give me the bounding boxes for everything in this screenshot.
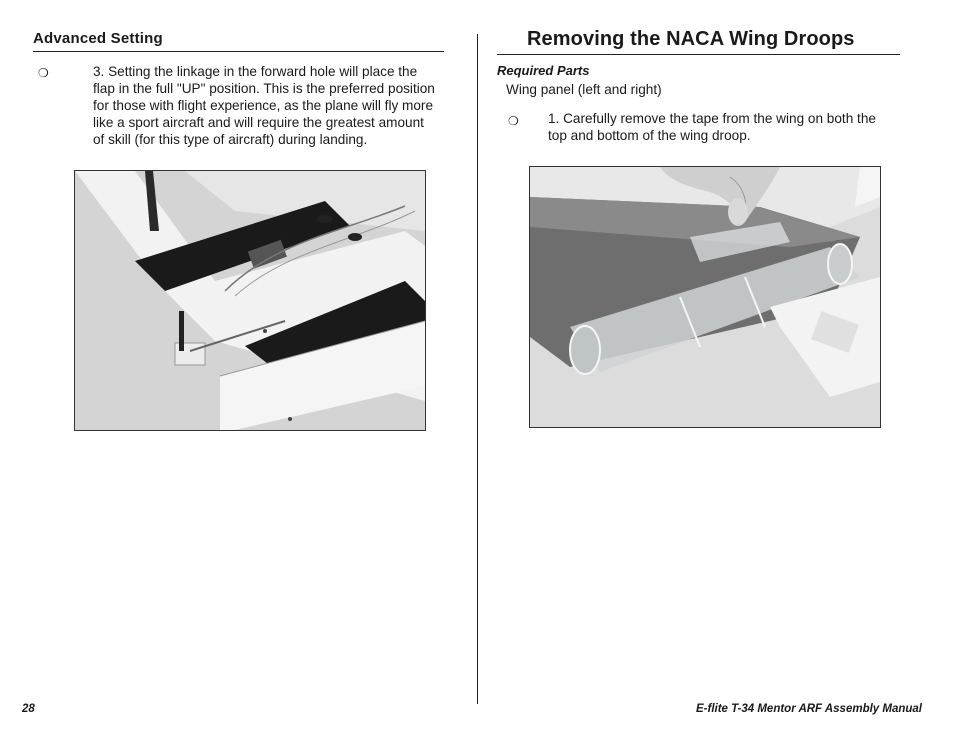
manual-title: E-flite T-34 Mentor ARF Assembly Manual <box>696 703 922 715</box>
step-line: like a sport aircraft and will require the greatest amount <box>93 115 424 130</box>
step-1-text <box>548 110 876 144</box>
step-3-text <box>93 63 435 148</box>
checkbox-circle-icon: ❍ <box>38 66 49 80</box>
heading-rule <box>33 51 444 52</box>
page-number: 28 <box>22 703 35 715</box>
title-rule <box>497 54 900 55</box>
step-line: top and bottom of the wing droop. <box>548 128 751 143</box>
step-line: 3. Setting the linkage in the forward hole will place the <box>93 64 418 79</box>
required-parts-label: Required Parts <box>497 63 590 78</box>
photo-wing-droop-removal <box>529 166 881 428</box>
photo-flap-linkage <box>74 170 426 431</box>
column-divider <box>477 34 478 704</box>
section-title-removing-naca-wing-droops: Removing the NACA Wing Droops <box>527 28 855 50</box>
checkbox-circle-icon: ❍ <box>508 114 519 128</box>
step-line: for those with flight experience, as the plane will fly more <box>93 98 434 113</box>
step-line: of skill (for this type of aircraft) during landing. <box>93 132 368 147</box>
section-heading-advanced-setting: Advanced Setting <box>33 30 163 47</box>
required-parts-item: Wing panel (left and right) <box>506 82 662 97</box>
step-line: flap in the full "UP" position. This is the preferred position <box>93 81 435 96</box>
step-line: 1. Carefully remove the tape from the wing on both the <box>548 111 876 126</box>
